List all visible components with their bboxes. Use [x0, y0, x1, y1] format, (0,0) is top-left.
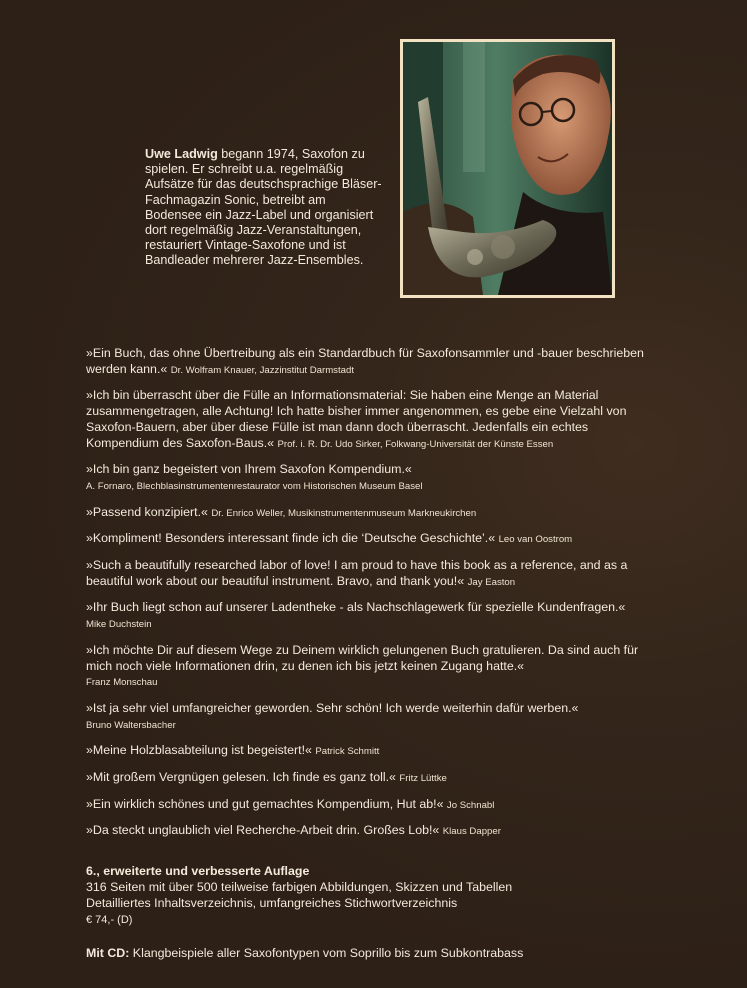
author-name: Uwe Ladwig [145, 147, 218, 161]
testimonial [86, 505, 646, 522]
testimonial [86, 770, 646, 787]
cd-info [86, 945, 646, 961]
author-photo [400, 39, 615, 298]
testimonial-author: Jay Easton [467, 576, 516, 588]
testimonial-author: Jo Schnabl [446, 799, 495, 811]
testimonial [86, 797, 646, 814]
testimonial-text: »Ich möchte Dir auf diesem Wege zu Deinem wirklich gelungenen Buch gratulieren. Da sind auch für mich noch viele Informationen drin, zu denen ich bis jetzt keinen Zugang hatte.« [86, 642, 639, 673]
testimonial-text: »Ich bin ganz begeistert von Ihrem Saxofon Kompendium.« [86, 462, 412, 477]
cd-text: Klangbeispiele aller Saxofontypen vom Soprillo bis zum Subkontrabass [129, 945, 524, 960]
testimonial [86, 531, 646, 548]
testimonial [86, 388, 646, 452]
page-count: 316 Seiten mit über 500 teilweise farbigen Abbildungen, Skizzen und Tabellen [86, 880, 513, 895]
testimonial-author: Dr. Enrico Weller, Musikinstrumentenmuseum Markneukirchen [211, 507, 477, 519]
testimonial-author: Fritz Lüttke [399, 772, 447, 784]
testimonial-author: Mike Duchstein [86, 619, 152, 631]
testimonial-text: »Meine Holzblasabteilung ist begeistert!« [86, 743, 312, 758]
testimonial [86, 462, 646, 495]
testimonial-text: »Passend konzipiert.« [86, 504, 208, 519]
testimonial-author: Franz Monschau [86, 677, 158, 689]
testimonial-text: »Kompliment! Besonders interessant finde ich die ‘Deutsche Geschichte’.« [86, 531, 496, 546]
index-info: Detailliertes Inhaltsverzeichnis, umfangreiches Stichwortverzeichnis [86, 896, 458, 911]
author-bio [145, 147, 385, 269]
testimonial-text: »Ihr Buch liegt schon auf unserer Ladentheke - als Nachschlagewerk für spezielle Kundenfragen.« [86, 600, 626, 615]
testimonial-text: »Mit großem Vergnügen gelesen. Ich finde es ganz toll.« [86, 769, 396, 784]
testimonial [86, 558, 646, 591]
testimonial-author: Patrick Schmitt [315, 746, 380, 758]
testimonial [86, 823, 646, 840]
testimonial-text: »Ich bin überrascht über die Fülle an Informationsmaterial: Sie haben eine Menge an Material zusammengetragen, alle Achtung! Ich hatte bisher immer angenommen, es gebe eine Vielzahl von Saxofon-Bauern, aber über diese Fülle ist man dann doch überrascht. Jedenfalls ein echtes Kompendium des Saxofon-Baus.« [86, 388, 627, 450]
author-bio-text: begann 1974, Saxofon zu spielen. Er schreibt u.a. regelmäßig Aufsätze für das deutschsprachige Bläser-Fachmagazin Sonic, betreibt am Bodensee ein Jazz-Label und organisiert dort regelmäßig Jazz-Veranstaltungen, restauriert Vintage-Saxofone und ist Bandleader mehrerer Jazz-Ensembles. [145, 147, 382, 268]
testimonial-author: Bruno Waltersbacher [86, 719, 176, 731]
testimonial-text: »Ein wirklich schönes und gut gemachtes Kompendium, Hut ab!« [86, 796, 444, 811]
testimonial [86, 600, 646, 633]
testimonial-author: Prof. i. R. Dr. Udo Sirker, Folkwang-Universität der Künste Essen [277, 438, 554, 450]
testimonial-author: Dr. Wolfram Knauer, Jazzinstitut Darmstadt [170, 364, 354, 376]
testimonials [86, 346, 646, 850]
testimonial-text: »Ist ja sehr viel umfangreicher geworden. Sehr schön! Ich werde weiterhin dafür werben.« [86, 700, 579, 715]
testimonial-author: A. Fornaro, Blechblasinstrumentenrestaurator vom Historischen Museum Basel [86, 481, 423, 493]
testimonial [86, 743, 646, 760]
book-details [86, 863, 646, 961]
portrait-saxophonist-photo [403, 42, 612, 295]
edition-title: 6., erweiterte und verbesserte Auflage [86, 864, 310, 878]
testimonial-text: »Such a beautifully researched labor of love! I am proud to have this book as a reference, and as a beautiful work about our beautiful instrument. Bravo, and thank you!« [86, 557, 628, 588]
testimonial [86, 643, 646, 691]
testimonial [86, 346, 646, 379]
price: € 74,- (D) [86, 913, 133, 926]
testimonial-text: »Da steckt unglaublich viel Recherche-Arbeit drin. Großes Lob!« [86, 823, 440, 838]
testimonial-author: Leo van Oostrom [498, 534, 573, 546]
testimonial-author: Klaus Dapper [442, 826, 501, 838]
cd-label: Mit CD: [86, 945, 130, 960]
testimonial [86, 701, 646, 734]
testimonial-text: »Ein Buch, das ohne Übertreibung als ein Standardbuch für Saxofonsammler und -bauer beschrieben werden kann.« [86, 346, 644, 376]
